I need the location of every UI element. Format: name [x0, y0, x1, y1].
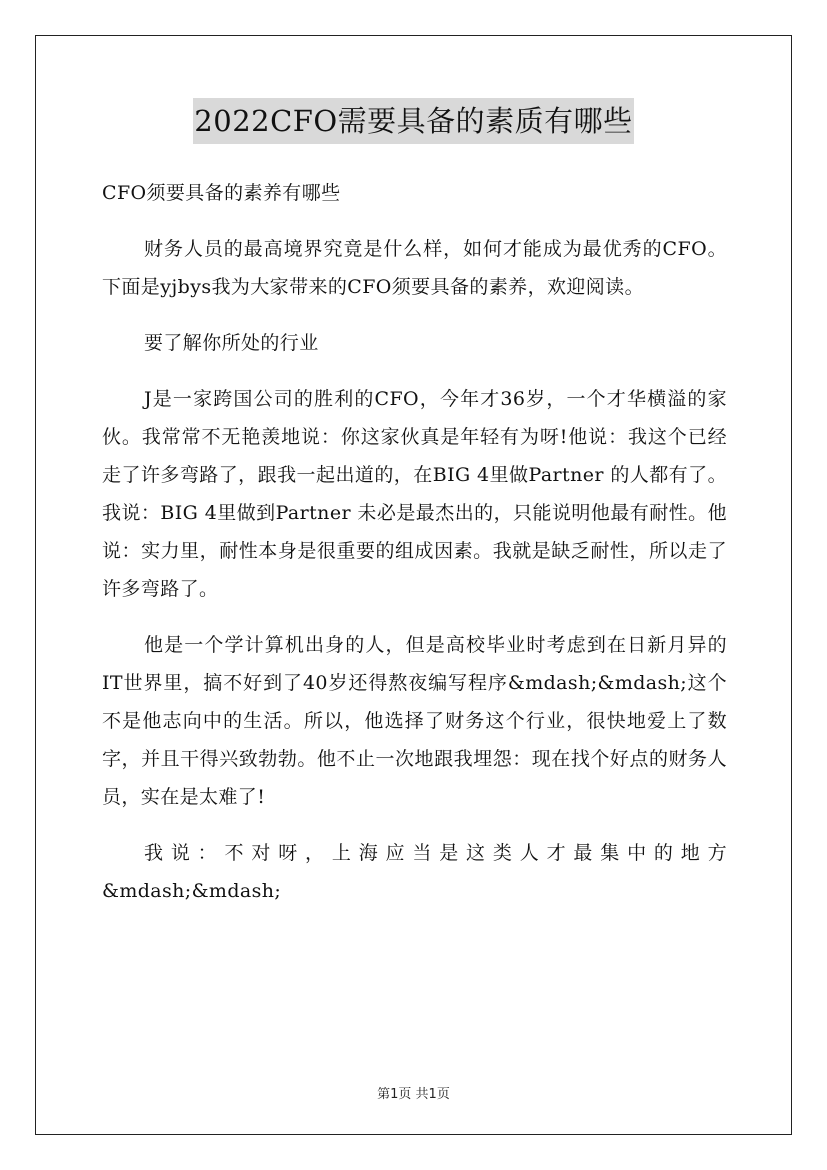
document-body [102, 174, 727, 910]
title-container [0, 98, 827, 144]
document-title: 2022CFO需要具备的素质有哪些 [193, 98, 633, 144]
page-footer: 第1页 共1页 [377, 1087, 450, 1102]
section-subtitle: CFO须要具备的素养有哪些 [102, 182, 341, 204]
paragraph-intro: 财务人员的最高境界究竟是什么样，如何才能成为最优秀的CFO。下面是yjbys我为大家带来的CFO须要具备的素养，欢迎阅读。 [102, 238, 727, 298]
paragraph-heading: 要了解你所处的行业 [144, 332, 319, 354]
paragraph-story-3: 我说：不对呀，上海应当是这类人才最集中的地方&mdash;&mdash; [102, 842, 727, 902]
paragraph-story-2: 他是一个学计算机出身的人，但是高校毕业时考虑到在日新月异的IT世界里，搞不好到了40岁还得熬夜编写程序&mdash;&mdash;这个不是他志向中的生活。所以，他选择了财务这个行业，很快地爱上了数字，并且干得兴致勃勃。他不止一次地跟我埋怨：现在找个好点的财务人员，实在是太难了! [102, 634, 727, 808]
paragraph-story-1: J是一家跨国公司的胜利的CFO，今年才36岁，一个才华横溢的家伙。我常常不无艳羡地说：你这家伙真是年轻有为呀!他说：我这个已经走了许多弯路了，跟我一起出道的，在BIG 4里做Partner 的人都有了。我说：BIG 4里做到Partner 未必是最杰出的，只能说明他最有耐性。他说：实力里，耐性本身是很重要的组成因素。我就是缺乏耐性，所以走了许多弯路了。 [102, 388, 727, 600]
